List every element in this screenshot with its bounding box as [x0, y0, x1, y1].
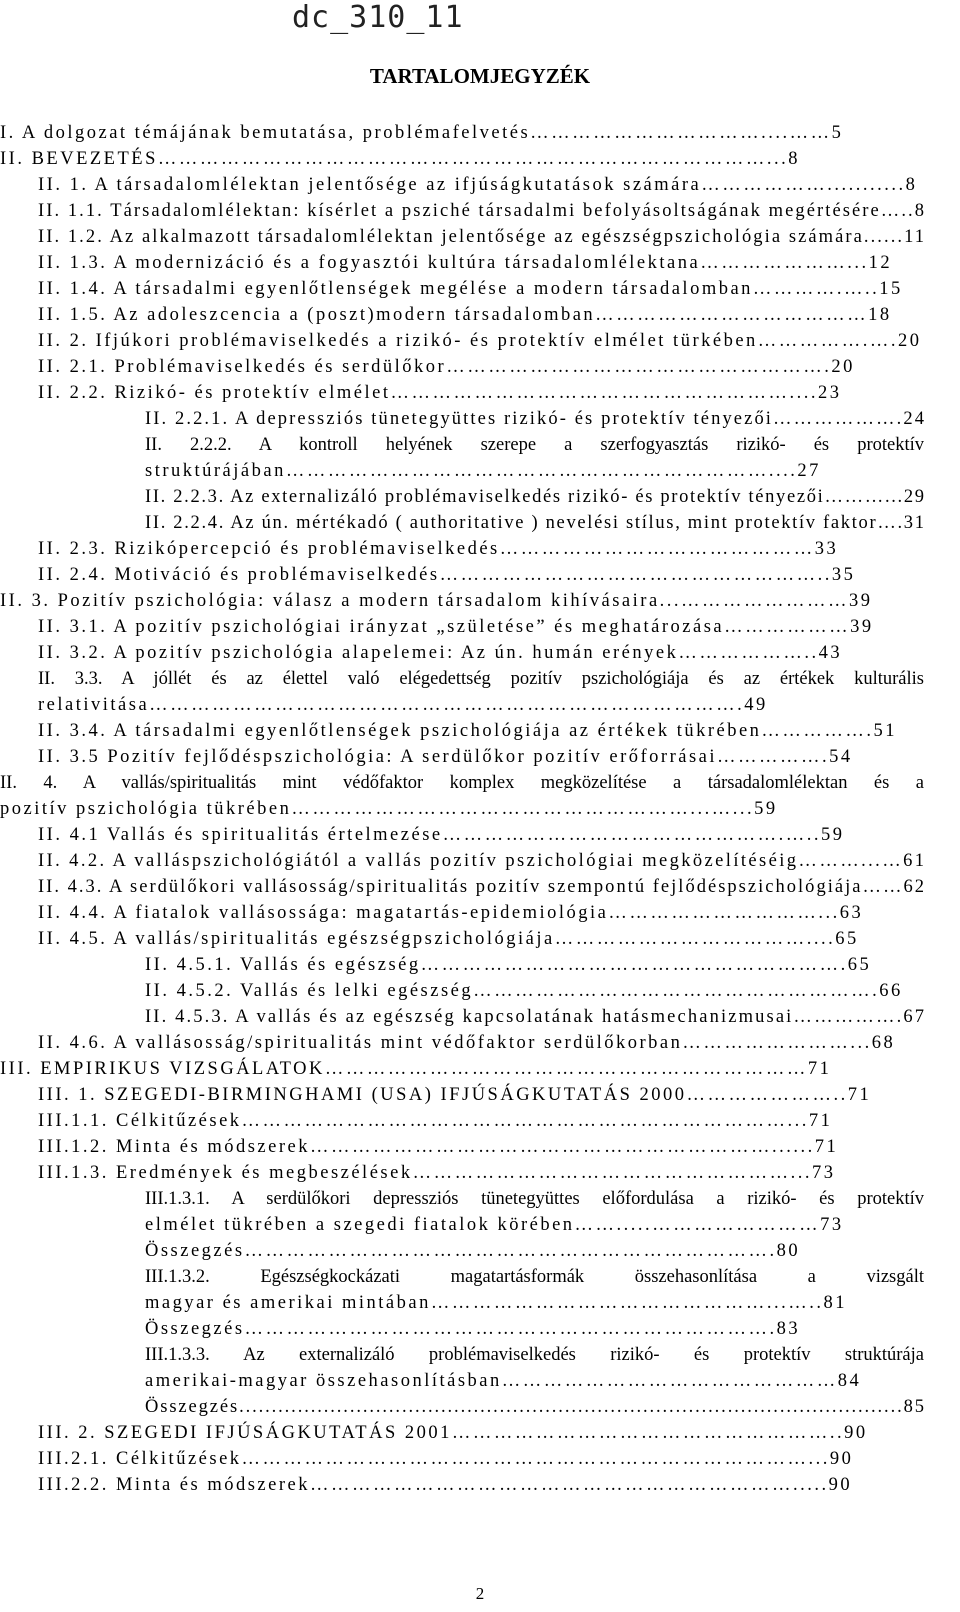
toc-line [0, 1186, 960, 1212]
toc-entry: II. 3.1. A pozitív pszichológiai irányzat „születése” és meghatározása………………39 [38, 617, 874, 637]
toc-line [0, 718, 960, 744]
toc-entry: Összegzés………………………………………………………………….80 [145, 1241, 801, 1261]
toc-entry: III.2.2. Minta és módszerek…………………………………………………………….....90 [38, 1475, 853, 1495]
toc-line [0, 848, 960, 874]
toc-line [0, 1316, 960, 1342]
toc-entry: II. 2.2. Rizikó- és protektív elmélet…………………………………………………....23 [38, 383, 842, 403]
toc-entry: II. 2.2.1. A depressziós tünetegyüttes rizikó- és protektív tényezői……………….24 [145, 409, 927, 429]
toc-line [0, 1290, 960, 1316]
toc-entry: magyar és amerikai mintában…………………………………………...…..81 [145, 1293, 847, 1313]
toc-line [0, 406, 960, 432]
toc-entry: Összegzés......................................................................................................85 [145, 1397, 926, 1417]
toc-line [0, 120, 960, 146]
toc-line [0, 510, 960, 536]
toc-line [0, 692, 960, 718]
toc-line [0, 770, 960, 796]
toc-entry: II. 4.2. A valláspszichológiától a vallás pozitív pszichológiai megközelítéséig………...…61 [38, 851, 927, 871]
toc-entry: II. 4.4. A fiatalok vallásossága: magatartás-epidemiológia…………………………...63 [38, 903, 864, 923]
toc-line [0, 1134, 960, 1160]
toc-entry: III.1.1. Célkitűzések……………………………………………………………………...71 [38, 1111, 833, 1131]
toc-entry: II. 4.5.1. Vallás és egészség…………………………………………………….65 [145, 955, 872, 975]
toc-entry: III.2.1. Célkitűzések………………………………………………………………………...90 [38, 1449, 854, 1469]
toc-line [0, 744, 960, 770]
page-number: 2 [475, 1584, 485, 1603]
toc-line [0, 458, 960, 484]
toc-line [0, 900, 960, 926]
toc-line [0, 926, 960, 952]
toc-entry: elmélet tükrében a szegedi fiatalok körében…….....……………………73 [145, 1215, 844, 1235]
toc-entry: II. 3.3. A jóllét és az élettel való elégedettség pozitív pszichológiája és az értékek kulturális [38, 669, 924, 689]
toc-line [0, 640, 960, 666]
toc-entry: II. 4.5. A vallás/spiritualitás egészségpszichológiája………………………………....65 [38, 929, 859, 949]
toc-line [0, 250, 960, 276]
toc-line [0, 562, 960, 588]
toc-line [0, 536, 960, 562]
toc-entry: II. 4.6. A vallásosság/spiritualitás mint védőfaktor serdülőkorban……………………...68 [38, 1033, 896, 1053]
toc-line [0, 1238, 960, 1264]
toc-entry: II. 2.1. Problémaviselkedés és serdülőkor……………………………………………….20 [38, 357, 855, 377]
toc-entry: II. 1.1. Társadalomlélektan: kísérlet a psziché társadalmi befolyásoltságának megértésére…..8 [38, 201, 927, 221]
toc-line [0, 1004, 960, 1030]
table-of-contents [0, 120, 960, 1498]
toc-line [0, 1160, 960, 1186]
page-title: TARTALOMJEGYZÉK [369, 64, 591, 88]
toc-entry: II. 4.5.2. Vallás és lelki egészség………………………………………………….66 [145, 981, 903, 1001]
toc-entry: II. 2. Ifjúkori problémaviselkedés a rizikó- és protektív elmélet türkében…………….….20 [38, 331, 922, 351]
toc-entry: III.1.2. Minta és módszerek…………………………………………………………......71 [38, 1137, 839, 1157]
toc-entry: I. A dolgozat témájának bemutatása, problémafelvetés……………………………....……5 [0, 123, 844, 143]
toc-entry: struktúrájában……………………………………………………………....27 [145, 461, 821, 481]
toc-line [0, 354, 960, 380]
toc-line [0, 1108, 960, 1134]
toc-entry: II. 1. A társadalomlélektan jelentősége az ifjúságkutatások számára………………...........8 [38, 175, 918, 195]
toc-line [0, 380, 960, 406]
toc-line [0, 978, 960, 1004]
toc-entry: II. BEVEZETÉS……………………………………………………………………………...8 [0, 149, 800, 169]
toc-entry: II. 2.3. Rizikópercepció és problémaviselkedés………………………………………33 [38, 539, 839, 559]
toc-line [0, 1212, 960, 1238]
toc-line [0, 146, 960, 172]
toc-line [0, 1394, 960, 1420]
toc-line [0, 588, 960, 614]
toc-entry: II. 4.3. A serdülőkori vallásosság/spiritualitás pozitív szempontú fejlődéspszichológiája……62 [38, 877, 927, 897]
toc-entry: II. 4.1 Vallás és spiritualitás értelmezése………………………………………….…..59 [38, 825, 845, 845]
toc-entry: II. 1.4. A társadalmi egyenlőtlenségek megélése a modern társadalomban………….…..15 [38, 279, 903, 299]
toc-entry: III. EMPIRIKUS VIZSGÁLATOK……………………………………………………………71 [0, 1059, 832, 1079]
toc-line [0, 328, 960, 354]
toc-entry: III.1.3. Eredmények és megbeszélések………………………………………………...73 [38, 1163, 836, 1183]
toc-entry: Összegzés………………………………………………………………….83 [145, 1319, 801, 1339]
toc-entry: II. 1.2. Az alkalmazott társadalomlélektan jelentősége az egészségpszichológia számára......11 [38, 227, 927, 247]
toc-entry: II. 2.2.3. Az externalizáló problémaviselkedés rizikó- és protektív tényezői………...29 [145, 487, 926, 507]
toc-entry: relativitása………………………………………………………………………….49 [38, 695, 768, 715]
toc-line [0, 614, 960, 640]
toc-line [0, 302, 960, 328]
toc-entry: II. 3.5 Pozitív fejlődéspszichológia: A serdülőkor pozitív erőforrásai…………….54 [38, 747, 853, 767]
toc-line [0, 1446, 960, 1472]
toc-line [0, 276, 960, 302]
toc-entry: pozitív pszichológia tükrében…………………………………………………...…...59 [0, 799, 778, 819]
toc-entry: III. 1. SZEGEDI-BIRMINGHAMI (USA) IFJÚSÁGKUTATÁS 2000…………………..71 [38, 1085, 872, 1105]
toc-entry: III.1.3.3. Az externalizáló problémaviselkedés rizikó- és protektív struktúrája [145, 1345, 924, 1365]
toc-line [0, 796, 960, 822]
toc-line [0, 1342, 960, 1368]
toc-entry: II. 4. A vallás/spiritualitás mint védőfaktor komplex megközelítése a társadalomlélektan és a [0, 773, 924, 793]
toc-entry: II. 1.3. A modernizáció és a fogyasztói kultúra társadalomlélektana…………………...12 [38, 253, 893, 273]
toc-line [0, 1264, 960, 1290]
toc-entry: II. 2.2.2. A kontroll helyének szerepe a szerfogyasztás rizikó- és protektív [145, 435, 924, 455]
toc-line [0, 1056, 960, 1082]
toc-entry: II. 4.5.3. A vallás és az egészség kapcsolatának hatásmechanizmusai…………….67 [145, 1007, 927, 1027]
toc-line [0, 822, 960, 848]
toc-line [0, 432, 960, 458]
toc-entry: II. 2.4. Motiváció és problémaviselkedés………………………………………………..35 [38, 565, 856, 585]
toc-line [0, 1472, 960, 1498]
toc-entry: III.1.3.2. Egészségkockázati magatartásformák összehasonlítása a vizsgált [145, 1267, 924, 1287]
toc-entry: II. 3.2. A pozitív pszichológia alapelemei: Az ún. humán erények………………..43 [38, 643, 843, 663]
toc-line [0, 1082, 960, 1108]
toc-entry: amerikai-magyar összehasonlításban…………………………………………84 [145, 1371, 862, 1391]
toc-line [0, 484, 960, 510]
toc-line [0, 1030, 960, 1056]
toc-entry: II. 2.2.4. Az ún. mértékadó ( authoritative ) nevelési stílus, mint protektív faktor….31 [145, 513, 926, 533]
toc-entry: II. 3. Pozitív pszichológia: válasz a modern társadalom kihívásaira...……………………39 [0, 591, 873, 611]
toc-line [0, 952, 960, 978]
toc-entry: III. 2. SZEGEDI IFJÚSÁGKUTATÁS 2001………………………………………………..90 [38, 1423, 868, 1443]
toc-entry: II. 1.5. Az adoleszcencia a (poszt)modern társadalomban…………………………………18 [38, 305, 892, 325]
toc-line [0, 666, 960, 692]
toc-line [0, 874, 960, 900]
toc-entry: II. 3.4. A társadalmi egyenlőtlenségek pszichológiája az értékek tükrében…………….51 [38, 721, 898, 741]
toc-line [0, 198, 960, 224]
toc-line [0, 1368, 960, 1394]
toc-entry: III.1.3.1. A serdülőkori depressziós tünetegyüttes előfordulása a rizikó- és protektív [145, 1189, 924, 1209]
toc-line [0, 224, 960, 250]
toc-line [0, 172, 960, 198]
toc-line [0, 1420, 960, 1446]
document-id-header: dc_310_11 [292, 0, 464, 35]
